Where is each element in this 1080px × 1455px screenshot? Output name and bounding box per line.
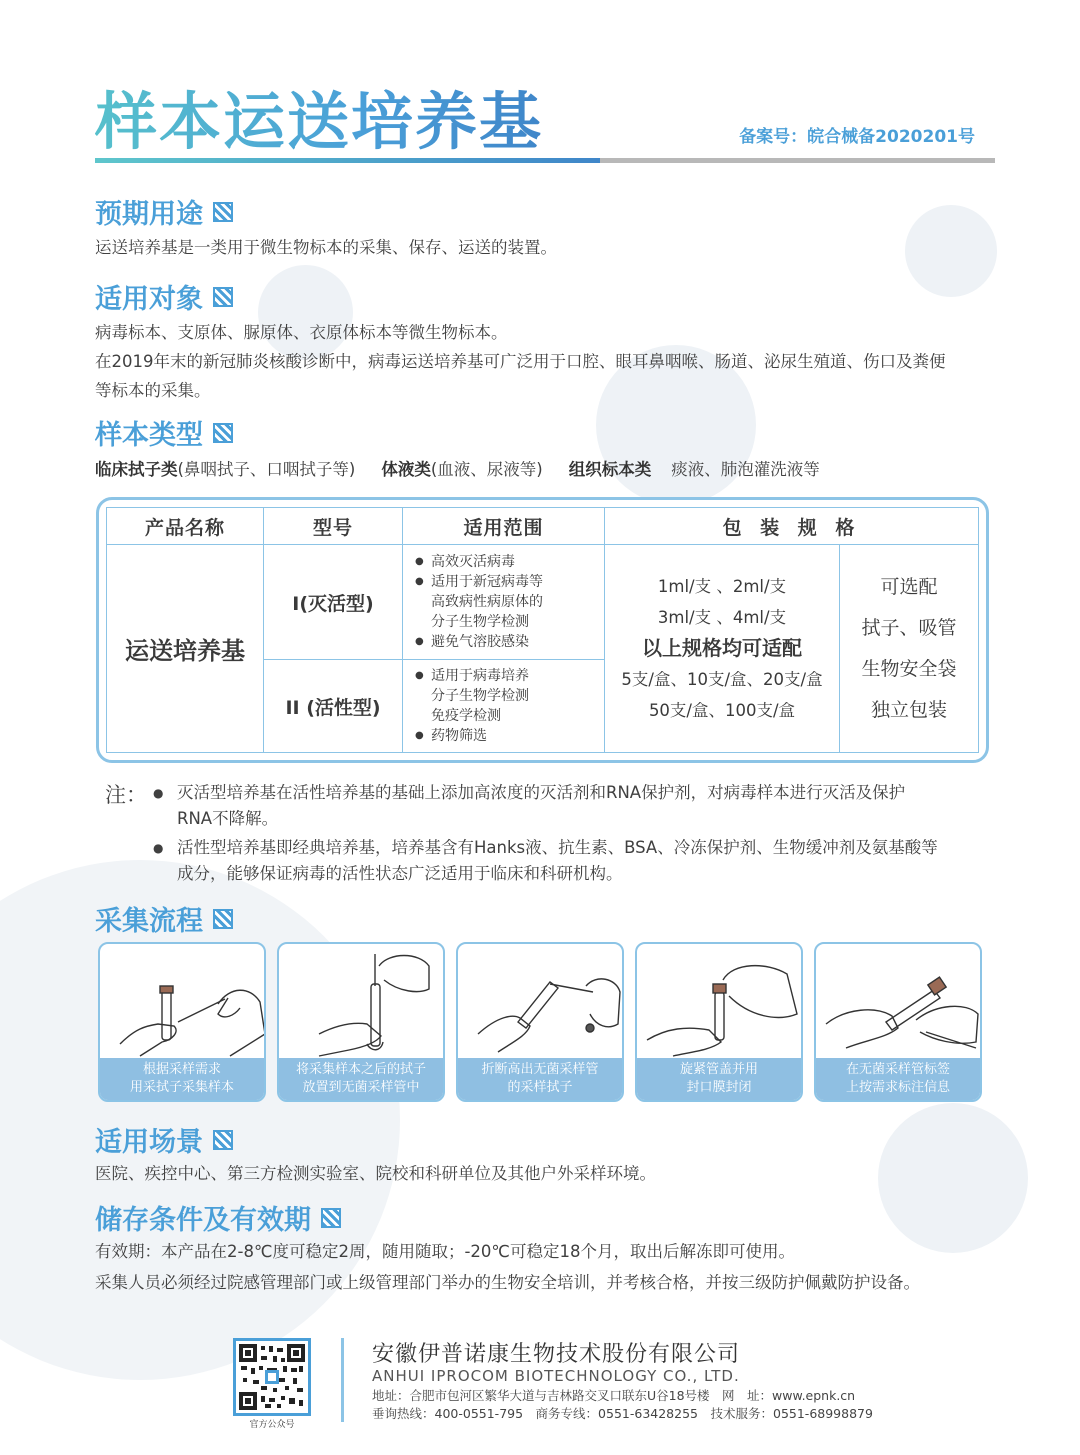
caption-line: 封口膜封闭 <box>686 1080 752 1095</box>
section-heading-sample-types <box>95 413 233 452</box>
step-caption <box>100 1058 264 1100</box>
break-swab-illustration <box>458 944 624 1062</box>
section-heading-purpose <box>95 192 233 231</box>
optional-line: 可选配 <box>880 575 938 598</box>
company-name-en: ANHUI IPROCOM BIOTECHNOLOGY CO., LTD. <box>372 1367 740 1385</box>
scope-item: 分子生物学检测 <box>431 614 529 631</box>
model-cell: I(灭活型) <box>264 545 403 660</box>
record-number: 备案号：皖合械备2020201号 <box>739 127 975 147</box>
sample-type-list <box>95 456 846 480</box>
qr-caption: 官方公众号 <box>249 1420 295 1430</box>
scenarios-text: 医院、疾控中心、第三方检测实验室、院校和科研单位及其他户外采样环境。 <box>95 1164 656 1183</box>
spec-table-frame <box>96 497 989 763</box>
sample-type-detail: 痰液、肺泡灌洗液等 <box>671 460 820 479</box>
packaging-line: 3ml/支 、4ml/支 <box>657 608 787 627</box>
heading-text: 采集流程 <box>95 906 203 937</box>
step-caption <box>816 1058 980 1100</box>
place-swab-illustration <box>279 944 445 1062</box>
scope-item: ● 高效灭活病毒 <box>431 552 604 572</box>
pattern-square-icon <box>213 423 233 443</box>
header-packaging: 包 装 规 格 <box>605 508 979 545</box>
packaging-line: 5支/盒、10支/盒、20支/盒 <box>621 670 823 689</box>
pattern-square-icon <box>213 287 233 307</box>
sample-type-detail: (血液、尿液等) <box>430 460 543 479</box>
optional-line: 独立包装 <box>870 698 947 721</box>
product-name-cell: 运送培养基 <box>107 545 264 753</box>
caption-line: 旋紧管盖并用 <box>679 1062 758 1077</box>
scope-item: ● 药物筛选 <box>431 726 604 746</box>
table-header-row <box>107 508 979 545</box>
caption-line: 放置到无菌采样管中 <box>302 1080 420 1095</box>
scope-item: ● 避免气溶胶感染 <box>431 632 604 652</box>
title-rule-accent <box>95 158 600 163</box>
process-step <box>456 942 624 1102</box>
step-caption <box>279 1058 443 1100</box>
scope-item: 高致病性病原体的 <box>431 594 543 611</box>
footer-divider <box>341 1338 344 1422</box>
scope-item: ● 适用于病毒培养 <box>431 666 604 686</box>
storage-line-2: 采集人员必须经过院感管理部门或上级管理部门举办的生物安全培训，并考核合格，并按三级防护佩戴防护设备。 <box>95 1273 920 1292</box>
note-item <box>177 780 987 832</box>
header-product-name: 产品名称 <box>107 508 264 545</box>
packaging-cell <box>605 545 840 753</box>
scope-item: 分子生物学检测 <box>431 688 529 705</box>
sample-type-group <box>95 456 355 480</box>
packaging-line: 1ml/支 、2ml/支 <box>657 577 787 596</box>
section-heading-storage <box>95 1198 341 1237</box>
company-address: 地址：合肥市包河区繁华大道与吉林路交叉口联东U谷18号楼 网 址：www.epnk.cn <box>372 1388 856 1403</box>
heading-text: 样本类型 <box>95 420 203 451</box>
step-caption <box>637 1058 801 1100</box>
objects-line-3: 等标本的采集。 <box>95 381 211 400</box>
caption-line: 在无菌采样管标签 <box>845 1062 950 1077</box>
header-scope: 适用范围 <box>403 508 605 545</box>
note-line: 成分，能够保证病毒的活性状态广泛适用于临床和科研机构。 <box>177 864 623 883</box>
packaging-line: 以上规格均可适配 <box>642 636 802 660</box>
company-hotline: 垂询热线：400-0551-795 商务专线：0551-63428255 技术服务：0551-68998879 <box>372 1406 873 1421</box>
heading-text: 适用对象 <box>95 284 203 315</box>
caption-line: 上按需求标注信息 <box>845 1080 950 1095</box>
sample-type-group <box>381 456 542 480</box>
objects-line-2: 在2019年末的新冠肺炎核酸诊断中，病毒运送培养基可广泛用于口腔、眼耳鼻咽喉、肠道、泌尿生殖道、伤口及粪便 <box>95 352 946 371</box>
packaging-line: 50支/盒、100支/盒 <box>648 701 796 720</box>
pattern-square-icon <box>213 1130 233 1150</box>
section-heading-scenarios <box>95 1120 233 1159</box>
company-name-cn: 安徽伊普诺康生物技术股份有限公司 <box>372 1342 741 1367</box>
qr-code-icon <box>233 1338 311 1416</box>
sample-type-detail: (鼻咽拭子、口咽拭子等) <box>177 460 356 479</box>
note-line: RNA不降解。 <box>177 809 279 828</box>
pattern-square-icon <box>213 909 233 929</box>
sample-type-label: 临床拭子类 <box>95 460 178 479</box>
heading-text: 储存条件及有效期 <box>95 1205 311 1236</box>
page-title: 样本运送培养基 <box>95 72 543 161</box>
process-step <box>635 942 803 1102</box>
note-item <box>177 835 987 887</box>
note-label: 注： <box>105 783 147 807</box>
spec-table <box>106 507 979 753</box>
caption-line: 折断高出无菌采样管 <box>481 1062 599 1077</box>
caption-line: 用采拭子采集样本 <box>129 1080 234 1095</box>
model-cell: II (活性型) <box>264 660 403 753</box>
section-heading-process <box>95 899 233 938</box>
scope-item: 免疫学检测 <box>431 708 501 725</box>
table-row <box>107 545 979 660</box>
header-model: 型号 <box>264 508 403 545</box>
process-steps <box>98 942 982 1102</box>
caption-line: 根据采样需求 <box>142 1062 221 1077</box>
caption-line: 的采样拭子 <box>507 1080 573 1095</box>
process-step <box>814 942 982 1102</box>
purpose-text: 运送培养基是一类用于微生物标本的采集、保存、运送的装置。 <box>95 238 557 257</box>
scope-cell <box>403 660 605 753</box>
heading-text: 适用场景 <box>95 1127 203 1158</box>
sample-type-label: 体液类 <box>381 460 431 479</box>
sample-type-label: 组织标本类 <box>568 460 652 479</box>
swab-sampling-illustration <box>100 944 266 1062</box>
section-heading-objects <box>95 277 233 316</box>
sample-type-group <box>569 456 820 480</box>
optional-line: 生物安全袋 <box>861 657 957 680</box>
note-line: ● 活性型培养基即经典培养基，培养基含有Hanks液、抗生素、BSA、冷冻保护剂、生物缓冲剂及氨基酸等 <box>177 838 938 857</box>
process-step <box>277 942 445 1102</box>
storage-line-1: 有效期：本产品在2-8℃度可稳定2周，随用随取；-20℃可稳定18个月，取出后解冻即可使用。 <box>95 1242 795 1261</box>
pattern-square-icon <box>321 1208 341 1228</box>
optional-cell <box>840 545 979 753</box>
process-step <box>98 942 266 1102</box>
objects-line-1: 病毒标本、支原体、脲原体、衣原体标本等微生物标本。 <box>95 323 508 342</box>
scope-item: ● 适用于新冠病毒等 <box>431 572 604 592</box>
pattern-square-icon <box>213 202 233 222</box>
seal-cap-illustration <box>637 944 803 1062</box>
optional-line: 拭子、吸管 <box>861 616 957 639</box>
step-caption <box>458 1058 622 1100</box>
heading-text: 预期用途 <box>95 199 203 230</box>
caption-line: 将采集样本之后的拭子 <box>295 1062 426 1077</box>
label-tube-illustration <box>816 944 982 1062</box>
scope-cell <box>403 545 605 660</box>
note-line: ● 灭活型培养基在活性培养基的基础上添加高浓度的灭活剂和RNA保护剂，对病毒样本进行灭活及保护 <box>177 783 906 802</box>
